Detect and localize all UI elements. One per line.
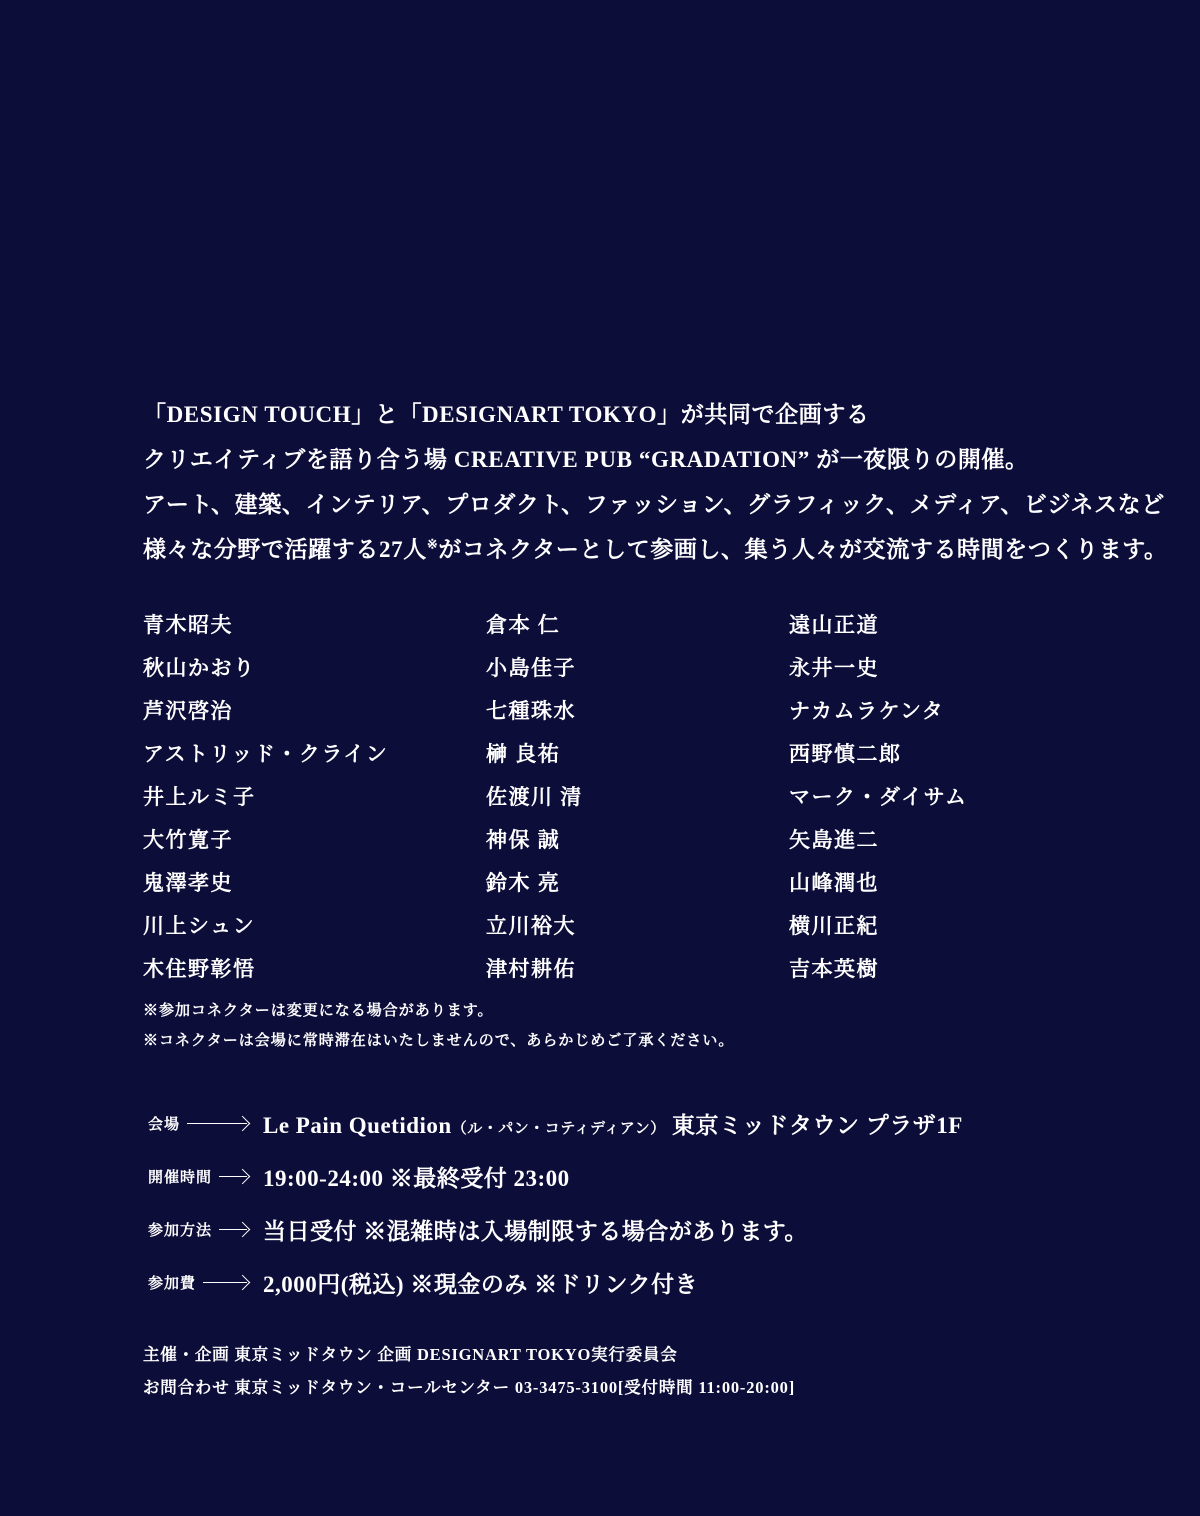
connector-name: 津村耕佑 [486, 957, 576, 981]
connector-name: 遠山正道 [789, 613, 879, 637]
info-row-fee-left [148, 1272, 248, 1293]
connector-name: 立川裕大 [486, 914, 576, 938]
info-row-participation-left [148, 1219, 248, 1240]
arrow-right-icon [219, 1224, 248, 1235]
connector-name: 榊 良祐 [486, 742, 561, 766]
arrow-right-icon [187, 1118, 248, 1129]
venue-label: 会場 [148, 1117, 181, 1133]
info-row-hours-left [148, 1166, 248, 1187]
venue-location: 東京ミッドタウン プラザ1F [665, 1113, 963, 1138]
info-row-venue-left [148, 1113, 248, 1134]
connector-name: 西野慎二郎 [789, 742, 902, 766]
connector-name: アストリッド・クライン [143, 742, 389, 766]
intro-line-2: クリエイティブを語り合う場 CREATIVE PUB “GRADATION” が一夜限りの開催。 [143, 447, 1029, 472]
intro-line-4 [143, 527, 1168, 572]
fee-value: 2,000円(税込) ※現金のみ ※ドリンク付き [263, 1272, 699, 1297]
venue-name: Le Pain Quetidion [263, 1113, 452, 1138]
connector-name: 鈴木 亮 [486, 871, 561, 895]
connector-names-column-1 [143, 604, 388, 991]
intro-line-3: アート、建築、インテリア、プロダクト、ファッション、グラフィック、メディア、ビジネスなど [143, 492, 1165, 517]
connector-name: 七種珠水 [486, 699, 576, 723]
intro-line-1: 「DESIGN TOUCH」と「DESIGNART TOKYO」が共同で企画する [143, 402, 870, 427]
hours-label: 開催時間 [148, 1170, 213, 1186]
info-row-venue [148, 1097, 963, 1150]
intro-line-4-text: 様々な分野で活躍する27人 [143, 537, 427, 562]
asterisk-reference-mark: ※ [426, 536, 439, 552]
connector-name: 吉本英樹 [789, 957, 879, 981]
connector-name: 大竹寛子 [143, 828, 233, 852]
connector-name: 川上シュン [143, 914, 256, 938]
connector-name: マーク・ダイサム [789, 785, 968, 809]
arrow-right-icon [219, 1171, 248, 1182]
note-line-2: ※コネクターは会場に常時滞在はいたしませんので、あらかじめご了承ください。 [143, 1033, 735, 1049]
arrow-head [235, 1275, 251, 1291]
connector-name: 神保 誠 [486, 828, 561, 852]
connector-names-column-2 [486, 604, 583, 991]
connector-name: 矢島進二 [789, 828, 879, 852]
event-info [148, 1097, 963, 1309]
connector-name: 芦沢啓治 [143, 699, 233, 723]
intro-paragraph [143, 392, 1168, 572]
note-line-1: ※参加コネクターは変更になる場合があります。 [143, 1003, 494, 1019]
organizer-info [143, 1338, 795, 1404]
contact-line: お問合わせ 東京ミッドタウン・コールセンター 03-3475-3100[受付時間 11:00-20:00] [143, 1378, 796, 1397]
arrow-right-icon [203, 1277, 248, 1288]
info-row-fee [148, 1256, 963, 1309]
fee-label: 参加費 [148, 1276, 197, 1292]
connector-name: 山峰潤也 [789, 871, 879, 895]
venue-value [263, 1107, 963, 1140]
hours-value: 19:00-24:00 ※最終受付 23:00 [263, 1166, 570, 1191]
connector-names-column-3 [789, 604, 968, 991]
connector-name: 秋山かおり [143, 656, 256, 680]
connector-name: 井上ルミ子 [143, 785, 256, 809]
participation-label: 参加方法 [148, 1223, 213, 1239]
arrow-head [235, 1169, 251, 1185]
participation-value: 当日受付 ※混雑時は入場制限する場合があります。 [263, 1219, 808, 1244]
connector-name: 永井一史 [789, 656, 879, 680]
connector-name: ナカムラケンタ [789, 699, 945, 723]
intro-line-4-text-after: がコネクターとして参画し、集う人々が交流する時間をつくります。 [438, 537, 1168, 562]
connector-name: 鬼澤孝史 [143, 871, 233, 895]
info-row-hours [148, 1150, 963, 1203]
arrow-head [235, 1222, 251, 1238]
organizer-line: 主催・企画 東京ミッドタウン 企画 DESIGNART TOKYO実行委員会 [143, 1345, 678, 1364]
connector-name: 木住野彰悟 [143, 957, 256, 981]
notes [143, 996, 734, 1056]
connector-name: 横川正紀 [789, 914, 879, 938]
connector-name: 青木昭夫 [143, 613, 233, 637]
connector-name: 佐渡川 清 [486, 785, 583, 809]
connector-name: 小島佳子 [486, 656, 576, 680]
venue-name-reading: （ル・パン・コティディアン） [451, 1121, 666, 1137]
info-row-participation [148, 1203, 963, 1256]
arrow-head [235, 1116, 251, 1132]
connector-name: 倉本 仁 [486, 613, 561, 637]
